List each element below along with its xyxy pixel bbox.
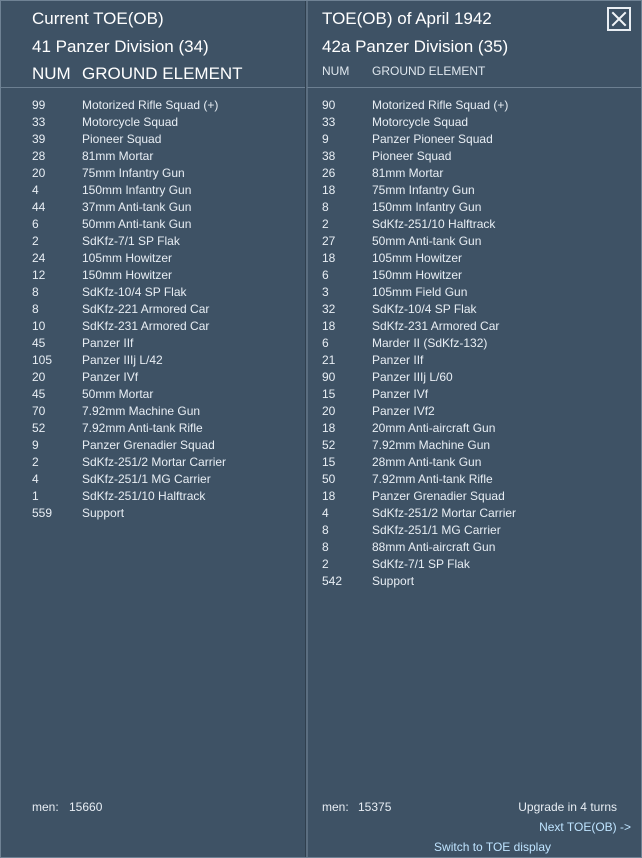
element-count: 33: [322, 115, 336, 129]
element-count: 20: [322, 404, 336, 418]
element-name: SdKfz-221 Armored Car: [82, 302, 210, 316]
element-count: 18: [322, 319, 336, 333]
element-name: 7.92mm Anti-tank Rifle: [372, 472, 493, 486]
element-count: 90: [322, 370, 336, 384]
element-count: 542: [322, 574, 343, 588]
element-count: 9: [322, 132, 329, 146]
element-row: [322, 284, 516, 301]
element-count: 32: [322, 302, 336, 316]
element-row: [32, 301, 226, 318]
element-name: 50mm Anti-tank Gun: [372, 234, 482, 248]
element-count: 20: [32, 166, 46, 180]
element-count: 2: [32, 234, 39, 248]
element-row: [32, 369, 226, 386]
element-name: SdKfz-251/10 Halftrack: [372, 217, 496, 231]
right-men-label: men:: [322, 800, 349, 814]
element-name: SdKfz-251/1 MG Carrier: [372, 523, 501, 537]
element-name: 37mm Anti-tank Gun: [82, 200, 192, 214]
element-count: 90: [322, 98, 336, 112]
element-row: [322, 556, 516, 573]
element-count: 12: [32, 268, 46, 282]
left-title: Current TOE(OB): [32, 9, 164, 28]
element-name: 20mm Anti-aircraft Gun: [372, 421, 496, 435]
element-row: [322, 301, 516, 318]
element-count: 52: [32, 421, 46, 435]
element-count: 8: [322, 540, 329, 554]
element-row: [322, 148, 516, 165]
element-count: 99: [32, 98, 46, 112]
right-men-value: 15375: [358, 800, 392, 814]
element-count: 50: [322, 472, 336, 486]
element-row: [32, 131, 226, 148]
element-row: [32, 454, 226, 471]
upgrade-status-text: Upgrade in 4 turns: [518, 800, 617, 814]
element-name: 105mm Field Gun: [372, 285, 468, 299]
element-name: SdKfz-251/1 MG Carrier: [82, 472, 211, 486]
element-count: 38: [322, 149, 336, 163]
element-name: Motorcycle Squad: [372, 115, 469, 129]
element-count: 20: [32, 370, 46, 384]
element-name: 81mm Mortar: [372, 166, 444, 180]
left-unit-name: 41 Panzer Division (34): [32, 37, 209, 56]
element-row: [32, 97, 226, 114]
element-name: Support: [82, 506, 125, 520]
element-count: 15: [322, 387, 336, 401]
element-count: 8: [32, 302, 39, 316]
element-name: Panzer IVf: [372, 387, 429, 401]
element-row: [32, 437, 226, 454]
element-name: Pioneer Squad: [82, 132, 162, 146]
element-count: 28: [32, 149, 46, 163]
element-row: [322, 199, 516, 216]
element-name: 75mm Infantry Gun: [372, 183, 475, 197]
element-name: SdKfz-10/4 SP Flak: [82, 285, 187, 299]
element-count: 44: [32, 200, 46, 214]
element-name: 105mm Howitzer: [372, 251, 463, 265]
element-name: Pioneer Squad: [372, 149, 452, 163]
element-row: [322, 97, 516, 114]
element-row: [32, 199, 226, 216]
element-row: [322, 165, 516, 182]
element-name: Panzer IIf: [372, 353, 424, 367]
element-count: 2: [322, 557, 329, 571]
right-col-element-header: GROUND ELEMENT: [372, 64, 486, 78]
element-count: 4: [322, 506, 329, 520]
element-count: 18: [322, 183, 336, 197]
element-name: 50mm Mortar: [82, 387, 154, 401]
element-name: 7.92mm Machine Gun: [372, 438, 491, 452]
element-count: 26: [322, 166, 336, 180]
element-count: 8: [32, 285, 39, 299]
next-toe-link[interactable]: Next TOE(OB) ->: [539, 820, 631, 834]
element-row: [32, 335, 226, 352]
element-row: [322, 131, 516, 148]
element-count: 6: [322, 336, 329, 350]
element-row: [32, 250, 226, 267]
element-name: 150mm Howitzer: [82, 268, 173, 282]
element-count: 52: [322, 438, 336, 452]
element-count: 24: [32, 251, 46, 265]
element-count: 33: [32, 115, 46, 129]
right-title: TOE(OB) of April 1942: [322, 9, 492, 28]
element-count: 4: [32, 472, 39, 486]
element-row: [322, 488, 516, 505]
element-count: 9: [32, 438, 39, 452]
current-toe-pane: [1, 1, 305, 857]
element-name: 88mm Anti-aircraft Gun: [372, 540, 496, 554]
left-header-rule: [1, 87, 305, 88]
element-row: [32, 148, 226, 165]
element-name: Panzer IIf: [82, 336, 134, 350]
left-element-list: [32, 97, 226, 522]
element-row: [322, 573, 516, 590]
element-count: 2: [322, 217, 329, 231]
element-name: SdKfz-231 Armored Car: [372, 319, 500, 333]
element-count: 27: [322, 234, 336, 248]
element-name: 75mm Infantry Gun: [82, 166, 185, 180]
element-row: [322, 386, 516, 403]
switch-toe-display-link[interactable]: Switch to TOE display: [434, 840, 551, 854]
element-row: [32, 505, 226, 522]
right-element-list: [322, 97, 516, 590]
element-count: 21: [322, 353, 336, 367]
element-row: [32, 233, 226, 250]
element-row: [322, 267, 516, 284]
element-count: 6: [32, 217, 39, 231]
element-count: 18: [322, 251, 336, 265]
element-count: 105: [32, 353, 53, 367]
element-count: 45: [32, 387, 46, 401]
element-name: 81mm Mortar: [82, 149, 154, 163]
element-name: 7.92mm Machine Gun: [82, 404, 201, 418]
element-name: 50mm Anti-tank Gun: [82, 217, 192, 231]
element-count: 10: [32, 319, 46, 333]
element-count: 70: [32, 404, 46, 418]
element-row: [322, 420, 516, 437]
new-toe-pane: [306, 1, 641, 857]
close-x-icon: [611, 11, 627, 27]
element-count: 3: [322, 285, 329, 299]
element-row: [32, 165, 226, 182]
element-name: 150mm Infantry Gun: [372, 200, 482, 214]
element-row: [32, 386, 226, 403]
element-name: Panzer Grenadier Squad: [82, 438, 215, 452]
element-row: [32, 267, 226, 284]
element-row: [32, 471, 226, 488]
left-men-value: 15660: [69, 800, 103, 814]
element-row: [322, 318, 516, 335]
left-men-label: men:: [32, 800, 59, 814]
element-name: SdKfz-10/4 SP Flak: [372, 302, 477, 316]
element-count: 15: [322, 455, 336, 469]
element-row: [322, 437, 516, 454]
element-name: Motorcycle Squad: [82, 115, 179, 129]
element-name: Support: [372, 574, 415, 588]
element-row: [32, 284, 226, 301]
element-name: Panzer Pioneer Squad: [372, 132, 493, 146]
close-button[interactable]: [607, 7, 631, 31]
left-col-element-header: GROUND ELEMENT: [82, 64, 243, 83]
element-name: SdKfz-231 Armored Car: [82, 319, 210, 333]
element-row: [322, 216, 516, 233]
element-name: 150mm Howitzer: [372, 268, 463, 282]
element-count: 559: [32, 506, 53, 520]
element-name: Marder II (SdKfz-132): [372, 336, 488, 350]
element-row: [322, 539, 516, 556]
right-col-num-header: NUM: [322, 64, 350, 78]
element-count: 2: [32, 455, 39, 469]
element-row: [322, 233, 516, 250]
element-count: 8: [322, 523, 329, 537]
element-row: [322, 352, 516, 369]
element-count: 18: [322, 489, 336, 503]
element-name: SdKfz-7/1 SP Flak: [82, 234, 180, 248]
right-unit-name: 42a Panzer Division (35): [322, 37, 509, 56]
element-row: [32, 403, 226, 420]
element-row: [32, 114, 226, 131]
element-count: 4: [32, 183, 39, 197]
element-count: 1: [32, 489, 39, 503]
element-row: [322, 403, 516, 420]
element-row: [32, 352, 226, 369]
element-name: 28mm Anti-tank Gun: [372, 455, 482, 469]
element-row: [322, 250, 516, 267]
element-name: Panzer IVf2: [372, 404, 435, 418]
element-row: [322, 369, 516, 386]
element-count: 8: [322, 200, 329, 214]
element-name: SdKfz-251/10 Halftrack: [82, 489, 206, 503]
element-row: [32, 488, 226, 505]
element-name: SdKfz-251/2 Mortar Carrier: [82, 455, 227, 469]
element-row: [322, 335, 516, 352]
element-name: Panzer IVf: [82, 370, 139, 384]
element-row: [322, 182, 516, 199]
element-row: [322, 522, 516, 539]
element-name: SdKfz-7/1 SP Flak: [372, 557, 470, 571]
element-name: 105mm Howitzer: [82, 251, 173, 265]
element-row: [32, 182, 226, 199]
element-row: [322, 471, 516, 488]
element-name: Motorized Rifle Squad (+): [372, 98, 509, 112]
element-name: Panzer Grenadier Squad: [372, 489, 505, 503]
element-name: Panzer IIIj L/60: [372, 370, 453, 384]
element-name: 150mm Infantry Gun: [82, 183, 192, 197]
element-row: [32, 420, 226, 437]
element-name: SdKfz-251/2 Mortar Carrier: [372, 506, 517, 520]
element-count: 45: [32, 336, 46, 350]
element-count: 18: [322, 421, 336, 435]
element-row: [322, 505, 516, 522]
element-row: [322, 114, 516, 131]
element-count: 39: [32, 132, 46, 146]
element-row: [32, 318, 226, 335]
element-name: 7.92mm Anti-tank Rifle: [82, 421, 203, 435]
element-count: 6: [322, 268, 329, 282]
element-row: [32, 216, 226, 233]
element-name: Motorized Rifle Squad (+): [82, 98, 219, 112]
element-row: [322, 454, 516, 471]
element-name: Panzer IIIj L/42: [82, 353, 163, 367]
left-col-num-header: NUM: [32, 64, 71, 83]
